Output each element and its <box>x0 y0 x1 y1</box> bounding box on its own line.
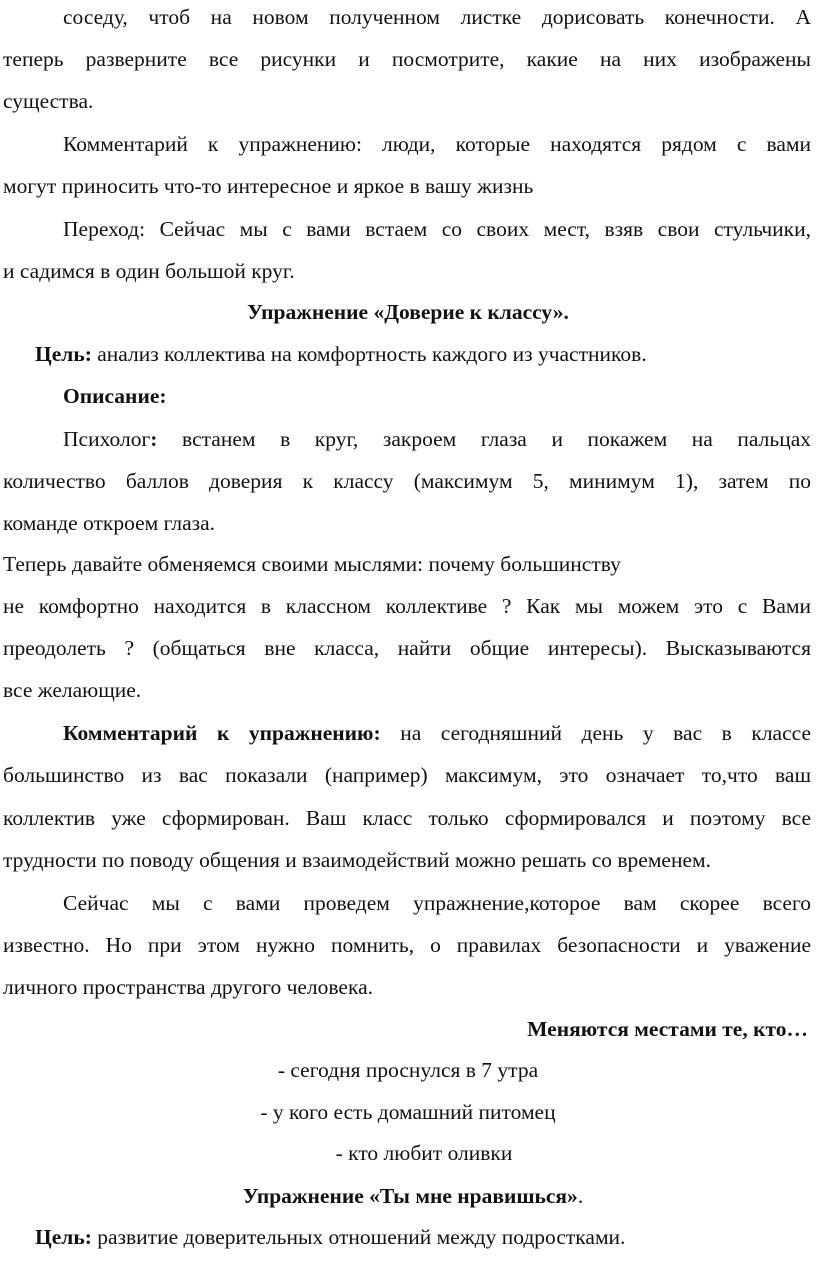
text-line: преодолеть ? (общаться вне класса, найти общие интересы). Высказываются <box>3 636 811 660</box>
goal-label: Цель: <box>35 1225 92 1249</box>
text-line: Комментарий к упражнению: люди, которые находятся рядом с вами <box>63 132 811 156</box>
goal-text: анализ коллектива на комфортность каждого из участников. <box>97 342 647 366</box>
psychologist-line: Психолог: встанем в круг, закроем глаза и покажем на пальцах <box>63 427 811 451</box>
text-line: большинство из вас показали (например) максимум, это означает то,что ваш <box>3 763 811 787</box>
text-line: трудности по поводу общения и взаимодействий можно решать со временем. <box>3 848 711 872</box>
text-line: существа. <box>3 89 94 113</box>
comment-text: на сегодняшний день у вас в классе <box>400 721 811 745</box>
text-line: известно. Но при этом нужно помнить, о правилах безопасности и уважение <box>3 933 811 957</box>
text-line: теперь разверните все рисунки и посмотрите, какие на них изображены <box>3 47 811 71</box>
swap-item: - сегодня проснулся в 7 утра <box>277 1058 539 1082</box>
text-line: не комфортно находится в классном коллективе ? Как мы можем это с Вами <box>3 594 811 618</box>
description-label: Описание: <box>63 384 167 408</box>
text-line: все желающие. <box>3 678 142 702</box>
goal-line <box>0 341 816 367</box>
text-line: Переход: Сейчас мы с вами встаем со своих мест, взяв свои стульчики, <box>63 217 811 241</box>
text-line: могут приносить что-то интересное и яркое в вашу жизнь <box>3 174 534 198</box>
psychologist-text: встанем в круг, закроем глаза и покажем на пальцах <box>182 427 811 451</box>
text-line: коллектив уже сформирован. Ваш класс только сформировался и поэтому все <box>3 806 811 830</box>
swap-heading: Меняются местами те, кто… <box>527 1017 808 1041</box>
text-line: Сейчас мы с вами проведем упражнение,которое вам скорее всего <box>63 891 811 915</box>
swap-item: - кто любит оливки <box>335 1141 513 1165</box>
goal-label: Цель: <box>35 342 92 366</box>
text-line: соседу, чтоб на новом полученном листке дорисовать конечности. А <box>63 5 811 29</box>
exercise-heading: Упражнение «Доверие к классу». <box>247 300 569 324</box>
text-line: количество баллов доверия к классу (максимум 5, минимум 1), затем по <box>3 469 811 493</box>
text-line: личного пространства другого человека. <box>3 975 374 999</box>
exercise-heading: Упражнение «Ты мне нравишься». <box>242 1184 584 1208</box>
swap-item: - у кого есть домашний питомец <box>260 1100 556 1124</box>
comment-line <box>0 720 811 746</box>
goal-line <box>0 1224 816 1250</box>
comment-label: Комментарий к упражнению: <box>63 721 381 745</box>
text-line: команде откроем глаза. <box>3 511 216 535</box>
text-line: Теперь давайте обменяемся своими мыслями: почему большинству <box>3 552 621 576</box>
text-line: и садимся в один большой круг. <box>3 259 295 283</box>
goal-text: развитие доверительных отношений между подростками. <box>97 1225 626 1249</box>
psychologist-label: Психолог <box>63 427 151 451</box>
